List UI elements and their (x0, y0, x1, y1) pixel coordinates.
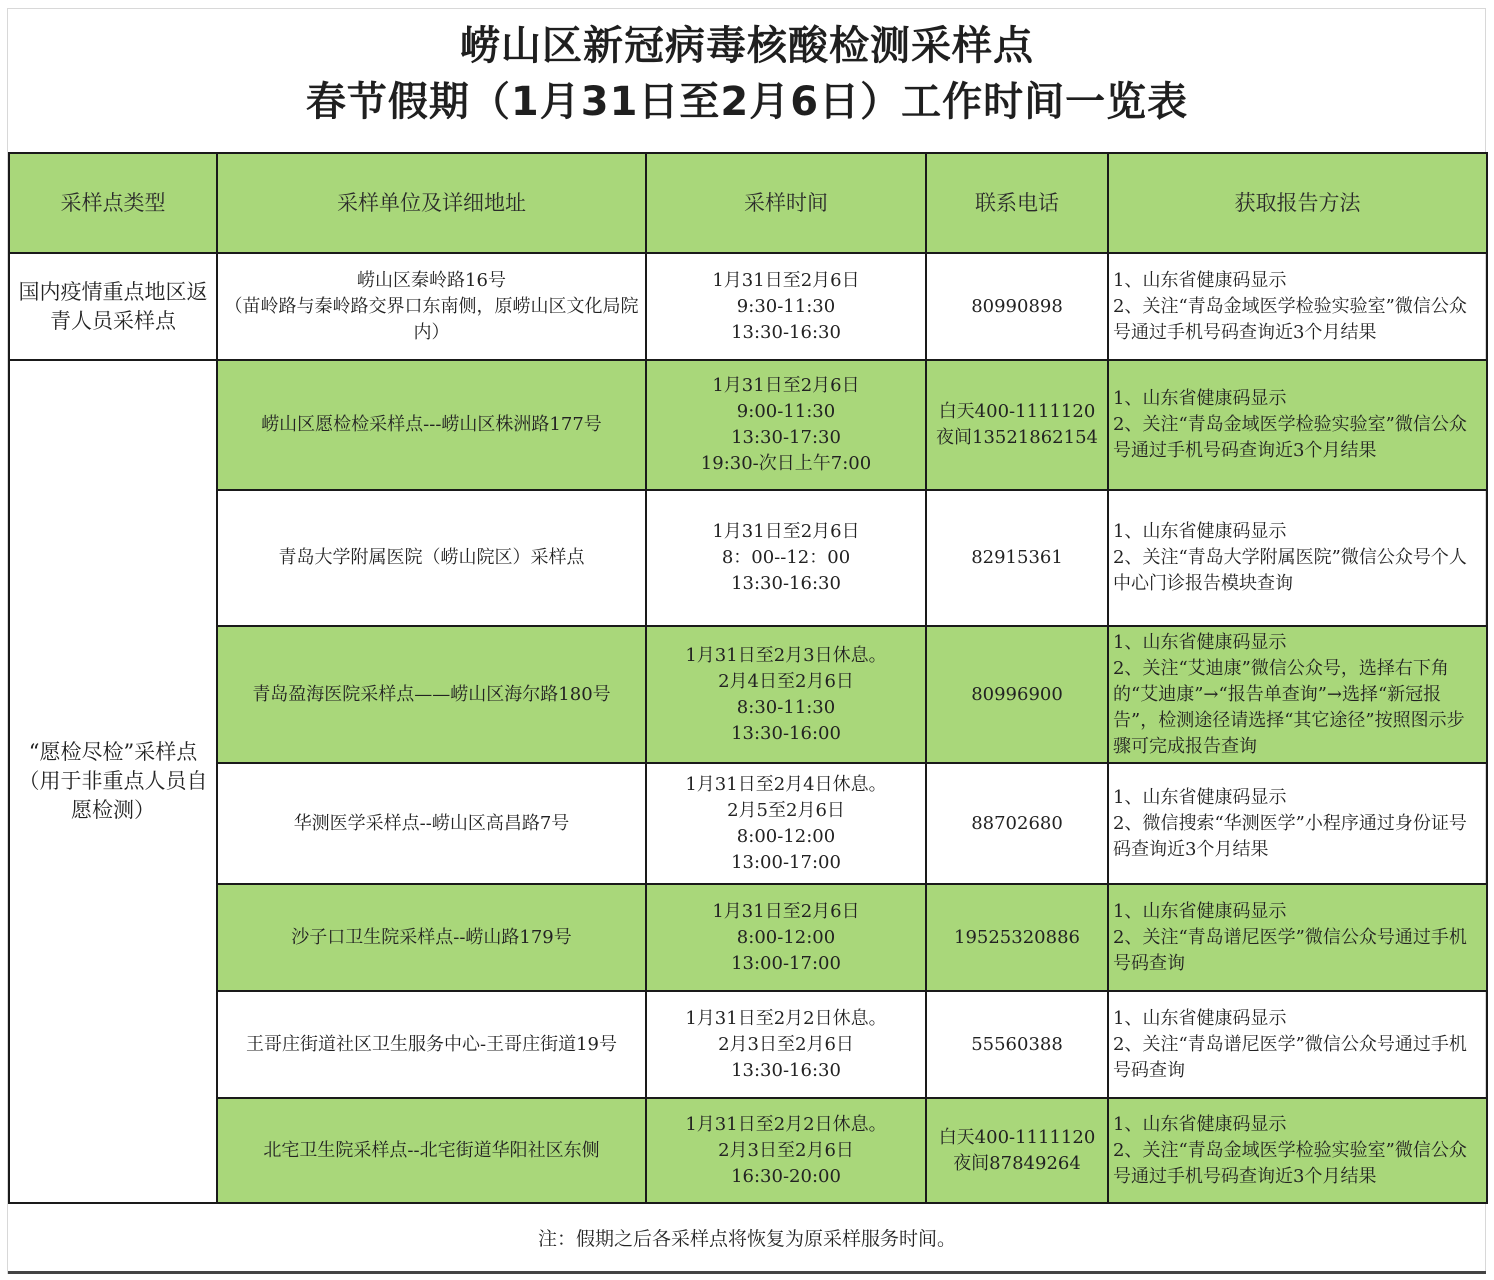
cell-sampling-time-line: 13:30-17:30 (731, 427, 841, 448)
cell-phone-line: 19525320886 (954, 926, 1080, 948)
table-row (9, 1098, 1487, 1203)
cell-sampling-time (646, 490, 926, 626)
cell-report-method-line: 2、关注“青岛谱尼医学”微信公众号通过手机号码查询 (1113, 926, 1467, 974)
cell-phone-line: 80990898 (971, 295, 1063, 317)
cell-site-address-line: 北宅卫生院采样点--北宅街道华阳社区东侧 (263, 1139, 600, 1161)
cell-phone-line: 夜间87849264 (953, 1152, 1081, 1174)
cell-site-address-line: 青岛大学附属医院（崂山院区）采样点 (278, 547, 585, 568)
cell-sampling-time-line: 2月3日至2月6日 (718, 1033, 854, 1055)
cell-report-method-line: 2、关注“青岛金域医学检验实验室”微信公众号通过手机号码查询近3个月结果 (1113, 1139, 1467, 1187)
cell-report-method-line: 2、关注“青岛大学附属医院”微信公众号个人中心门诊报告模块查询 (1113, 547, 1467, 594)
cell-phone-line: 夜间13521862154 (936, 427, 1098, 448)
cell-sampling-time-line: 1月31日至2月6日 (712, 900, 860, 922)
table-row (9, 360, 1487, 490)
cell-sampling-time-line: 1月31日至2月6日 (712, 521, 860, 542)
cell-report-method (1108, 1098, 1487, 1203)
header-phone: 联系电话 (926, 153, 1108, 253)
table-row (9, 253, 1487, 360)
cell-sampling-time-line: 9:00-11:30 (736, 401, 836, 422)
cell-phone-line: 白天400-1111120 (938, 1126, 1096, 1148)
cell-phone (926, 763, 1108, 884)
cell-sampling-time-line: 13:30-16:30 (731, 321, 841, 343)
cell-site-address-line: 沙子口卫生院采样点--崂山路179号 (291, 926, 572, 948)
table-row (9, 626, 1487, 763)
cell-sampling-time-line: 8：00--12：00 (721, 547, 851, 568)
cell-phone-line: 82915361 (971, 547, 1063, 568)
sampling-sites-table (8, 152, 1488, 1204)
cell-sampling-time-line: 2月5至2月6日 (727, 799, 845, 821)
cell-site-address (217, 626, 646, 763)
cell-sampling-time-line: 1月31日至2月4日休息。 (685, 773, 887, 795)
header-sampling-time: 采样时间 (646, 153, 926, 253)
cell-sampling-time (646, 763, 926, 884)
cell-sampling-time-line: 13:00-17:00 (731, 851, 841, 873)
cell-sampling-time-line: 13:30-16:00 (731, 722, 841, 744)
cell-sampling-time-line: 2月3日至2月6日 (718, 1139, 854, 1161)
cell-sampling-time-line: 8:00-12:00 (736, 926, 836, 948)
table-row (9, 884, 1487, 991)
cell-site-type: “愿检尽检”采样点（用于非重点人员自愿检测） (9, 360, 217, 1203)
table-body (9, 253, 1487, 1203)
cell-report-method (1108, 884, 1487, 991)
cell-sampling-time (646, 991, 926, 1098)
cell-site-address (217, 884, 646, 991)
cell-report-method-line: 1、山东省健康码显示 (1113, 388, 1287, 409)
cell-sampling-time-line: 1月31日至2月2日休息。 (685, 1007, 887, 1029)
cell-report-method (1108, 490, 1487, 626)
cell-report-method-line: 1、山东省健康码显示 (1113, 521, 1287, 542)
cell-report-method-line: 1、山东省健康码显示 (1113, 900, 1287, 922)
table-header-row (9, 153, 1487, 253)
cell-phone (926, 1098, 1108, 1203)
cell-report-method-line: 1、山东省健康码显示 (1113, 786, 1287, 808)
cell-site-address-line: （苗岭路与秦岭路交界口东南侧，原崂山区文化局院内） (224, 295, 639, 343)
cell-phone (926, 360, 1108, 490)
title-line-1: 崂山区新冠病毒核酸检测采样点 (460, 23, 1034, 69)
cell-phone (926, 490, 1108, 626)
cell-phone-line: 55560388 (971, 1033, 1063, 1055)
cell-phone-line: 80996900 (971, 683, 1063, 705)
cell-report-method (1108, 626, 1487, 763)
cell-report-method (1108, 991, 1487, 1098)
cell-sampling-time-line: 13:30-16:30 (731, 1059, 841, 1081)
cell-sampling-time-line: 8:00-12:00 (736, 825, 836, 847)
page-title (8, 18, 1486, 130)
cell-site-address-line: 华测医学采样点--崂山区高昌路7号 (293, 812, 570, 834)
cell-report-method-line: 1、山东省健康码显示 (1113, 269, 1287, 291)
cell-report-method-line: 1、山东省健康码显示 (1113, 631, 1287, 653)
cell-sampling-time (646, 626, 926, 763)
cell-sampling-time-line: 9:30-11:30 (736, 295, 836, 317)
cell-sampling-time-line: 1月31日至2月6日 (712, 375, 860, 396)
cell-sampling-time-line: 1月31日至2月2日休息。 (685, 1113, 887, 1135)
table-row (9, 763, 1487, 884)
cell-sampling-time-line: 1月31日至2月3日休息。 (685, 644, 887, 666)
cell-report-method-line: 1、山东省健康码显示 (1113, 1007, 1287, 1029)
cell-report-method-line: 2、微信搜索“华测医学”小程序通过身份证号码查询近3个月结果 (1113, 812, 1467, 860)
cell-phone-line: 88702680 (971, 812, 1063, 834)
cell-site-address (217, 1098, 646, 1203)
cell-sampling-time-line: 13:00-17:00 (731, 952, 841, 974)
header-report-method: 获取报告方法 (1108, 153, 1487, 253)
cell-sampling-time-line: 13:30-16:30 (731, 573, 841, 594)
header-site-address: 采样单位及详细地址 (217, 153, 646, 253)
cell-phone-line: 白天400-1111120 (938, 401, 1096, 422)
cell-report-method (1108, 253, 1487, 360)
cell-sampling-time (646, 360, 926, 490)
cell-sampling-time-line: 8:30-11:30 (736, 696, 836, 718)
cell-phone (926, 626, 1108, 763)
table-row (9, 991, 1487, 1098)
cell-sampling-time (646, 253, 926, 360)
cell-phone (926, 253, 1108, 360)
cell-site-address-line: 崂山区秦岭路16号 (357, 269, 506, 291)
table-row (9, 490, 1487, 626)
cell-report-method-line: 2、关注“青岛谱尼医学”微信公众号通过手机号码查询 (1113, 1033, 1467, 1081)
footnote: 注：假期之后各采样点将恢复为原采样服务时间。 (8, 1204, 1486, 1274)
cell-site-address (217, 991, 646, 1098)
cell-report-method (1108, 360, 1487, 490)
cell-report-method-line: 2、关注“青岛金域医学检验实验室”微信公众号通过手机号码查询近3个月结果 (1113, 414, 1467, 461)
cell-sampling-time-line: 2月4日至2月6日 (718, 670, 854, 692)
header-site-type: 采样点类型 (9, 153, 217, 253)
cell-site-address (217, 360, 646, 490)
cell-site-address (217, 763, 646, 884)
cell-sampling-time (646, 1098, 926, 1203)
cell-report-method (1108, 763, 1487, 884)
cell-sampling-time (646, 884, 926, 991)
cell-report-method-line: 2、关注“艾迪康”微信公众号，选择右下角的“艾迪康”→“报告单查询”→选择“新冠报告”，检测途径请选择“其它途径”按照图示步骤可完成报告查询 (1113, 657, 1465, 757)
cell-site-address (217, 490, 646, 626)
title-line-2: 春节假期（1月31日至2月6日）工作时间一览表 (305, 79, 1189, 125)
cell-site-address-line: 崂山区愿检检采样点---崂山区株洲路177号 (261, 414, 602, 435)
cell-phone (926, 884, 1108, 991)
cell-report-method-line: 2、关注“青岛金域医学检验实验室”微信公众号通过手机号码查询近3个月结果 (1113, 295, 1467, 343)
cell-sampling-time-line: 1月31日至2月6日 (712, 269, 860, 291)
cell-report-method-line: 1、山东省健康码显示 (1113, 1113, 1287, 1135)
cell-site-address-line: 王哥庄街道社区卫生服务中心-王哥庄街道19号 (246, 1033, 617, 1055)
cell-site-type: 国内疫情重点地区返青人员采样点 (9, 253, 217, 360)
cell-sampling-time-line: 19:30-次日上午7:00 (700, 453, 872, 474)
cell-site-address-line: 青岛盈海医院采样点——崂山区海尔路180号 (252, 683, 611, 705)
cell-sampling-time-line: 16:30-20:00 (731, 1165, 841, 1187)
cell-phone (926, 991, 1108, 1098)
cell-site-address (217, 253, 646, 360)
